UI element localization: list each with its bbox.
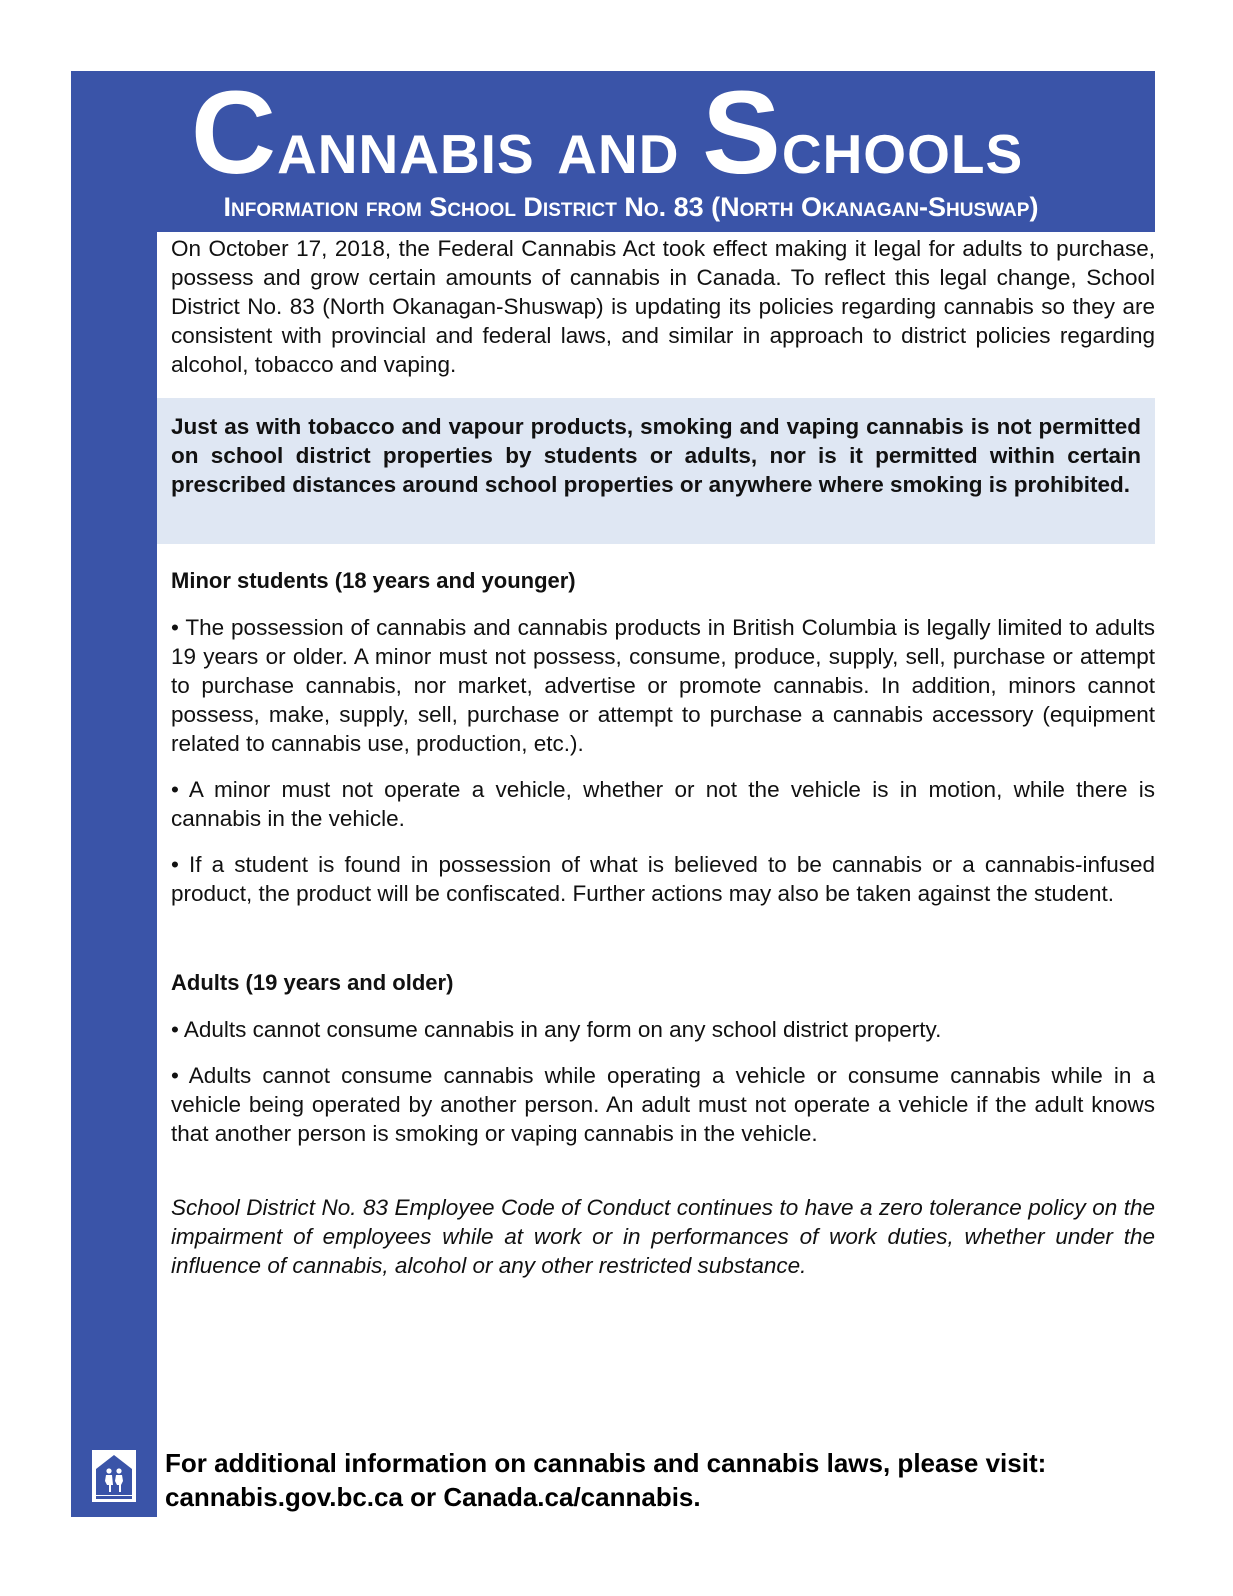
intro-section bbox=[171, 234, 1155, 379]
minors-bullet: • A minor must not operate a vehicle, whether or not the vehicle is in motion, while there is cannabis in the vehicle. bbox=[171, 777, 1155, 831]
left-sidebar-band bbox=[71, 71, 157, 1517]
adults-bullet: • Adults cannot consume cannabis while operating a vehicle or consume cannabis while in a vehicle being operated by another person. An adult must not operate a vehicle if the adult knows that another person is smoking or vaping cannabis in the vehicle. bbox=[171, 1063, 1155, 1146]
code-of-conduct-section bbox=[171, 1193, 1155, 1280]
minors-bullet: • If a student is found in possession of what is believed to be cannabis or a cannabis-infused product, the product will be confiscated. Further actions may also be taken against the student. bbox=[171, 852, 1155, 906]
footer-line-1: For additional information on cannabis and cannabis laws, please visit: bbox=[165, 1448, 1047, 1478]
page-title: Cannabis and Schools bbox=[190, 71, 1024, 199]
footer-info bbox=[165, 1446, 1145, 1514]
school-house-icon bbox=[93, 1451, 135, 1501]
adults-heading: Adults (19 years and older) bbox=[171, 970, 454, 995]
learning-zone-logo bbox=[92, 1450, 136, 1502]
page-subtitle: Information from School District No. 83 (North Okanagan-Shuswap) bbox=[223, 192, 1039, 222]
code-of-conduct-text: School District No. 83 Employee Code of Conduct continues to have a zero tolerance policy on the impairment of employees while at work or in performances of work duties, whether under the influence of cannabis, alcohol or any other restricted substance. bbox=[171, 1195, 1155, 1278]
callout-text: Just as with tobacco and vapour products, smoking and vaping cannabis is not permitted on school district properties by students or adults, nor is it permitted within certain prescribed distances around school properties or anywhere where smoking is prohibited. bbox=[171, 414, 1141, 497]
adults-section bbox=[171, 968, 1155, 1148]
adults-bullet: • Adults cannot consume cannabis in any form on any school district property. bbox=[171, 1017, 942, 1042]
footer-links[interactable]: cannabis.gov.bc.ca or Canada.ca/cannabis. bbox=[165, 1482, 701, 1512]
callout-box bbox=[157, 398, 1155, 544]
header-banner bbox=[71, 71, 1155, 232]
minors-bullet: • The possession of cannabis and cannabis products in British Columbia is legally limited to adults 19 years or older. A minor must not possess, consume, produce, supply, sell, purchase or attempt to purchase cannabis, nor market, advertise or promote cannabis. In addition, minors cannot possess, make, supply, sell, purchase or attempt to purchase a cannabis accessory (equipment related to cannabis use, production, etc.). bbox=[171, 615, 1155, 756]
minors-heading: Minor students (18 years and younger) bbox=[171, 568, 576, 593]
minors-section bbox=[171, 566, 1155, 908]
intro-paragraph: On October 17, 2018, the Federal Cannabis Act took effect making it legal for adults to purchase, possess and grow certain amounts of cannabis in Canada. To reflect this legal change, School District No. 83 (North Okanagan-Shuswap) is updating its policies regarding cannabis so they are consistent with provincial and federal laws, and similar in approach to district policies regarding alcohol, tobacco and vaping. bbox=[171, 236, 1155, 377]
